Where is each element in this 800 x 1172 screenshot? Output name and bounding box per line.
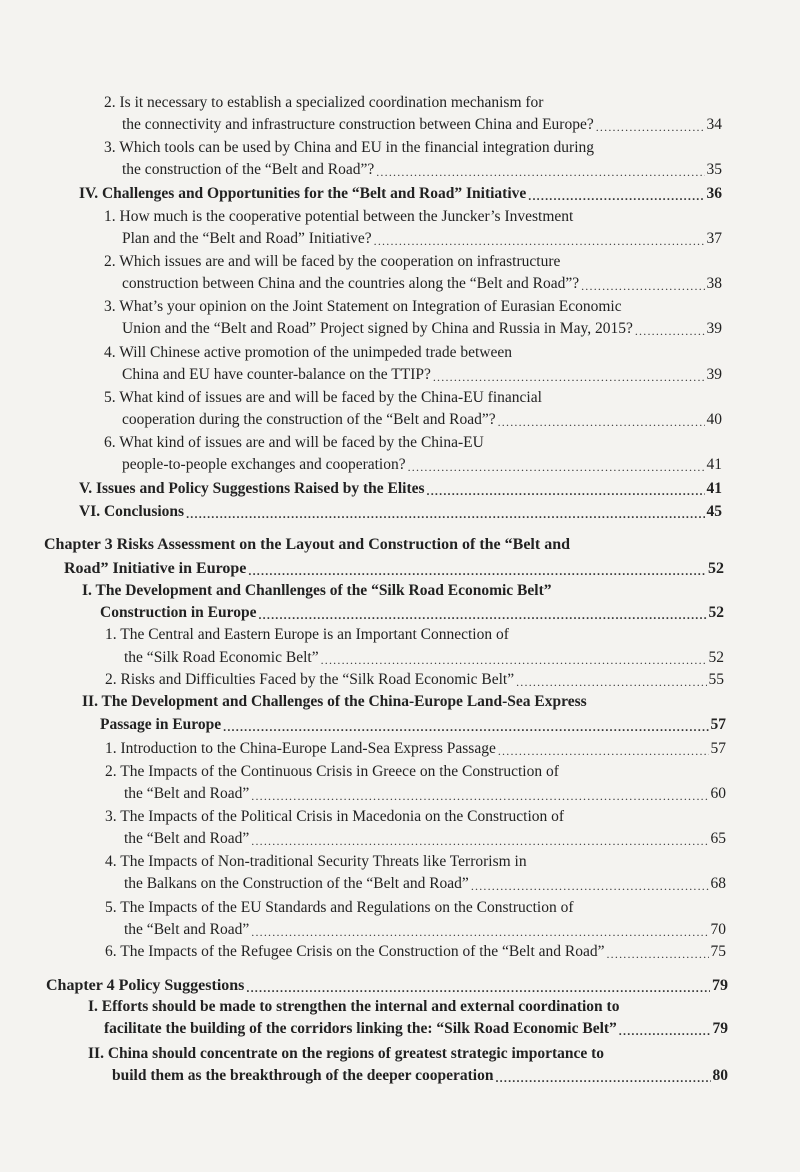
toc-chapter[interactable]: [46, 978, 730, 994]
dot-leader: [619, 1025, 711, 1037]
toc-entry: [105, 900, 574, 916]
toc-entry-text: cooperation during the construction of the “Belt and Road”?: [122, 411, 496, 428]
dot-leader: [251, 835, 708, 847]
dot-leader: [223, 721, 708, 733]
dot-leader: [251, 926, 708, 938]
page-number: 41: [706, 480, 722, 497]
dot-leader: [374, 235, 705, 247]
page-number: 57: [710, 716, 726, 733]
dot-leader: [376, 166, 704, 178]
toc-entry-text: 1. How much is the cooperative potential between the Juncker’s Investment: [104, 208, 574, 225]
toc-entry-text: China and EU have counter-balance on the TTIP?: [122, 366, 431, 383]
toc-entry: [105, 854, 527, 870]
toc-entry-text: 2. Risks and Difficulties Faced by the “Silk Road Economic Belt”: [105, 671, 515, 688]
dot-leader: [251, 790, 708, 802]
page-number: 75: [710, 943, 726, 960]
page-number: 37: [706, 230, 722, 247]
dot-leader: [581, 280, 704, 292]
page-number: 35: [706, 161, 722, 178]
dot-leader: [498, 416, 705, 428]
dot-leader: [427, 485, 705, 497]
toc-entry: [104, 345, 512, 361]
page-number: 36: [706, 185, 722, 202]
dot-leader: [186, 508, 704, 520]
page-number: 39: [706, 320, 722, 337]
dot-leader: [606, 948, 708, 960]
toc-section[interactable]: [112, 1068, 730, 1084]
dot-leader: [471, 880, 709, 892]
toc-section: [88, 1046, 604, 1062]
toc-entry-text: II. The Development and Challenges of the China-Europe Land-Sea Express: [82, 693, 587, 710]
toc-entry: [104, 95, 543, 111]
page-number: 45: [706, 503, 722, 520]
page-number: 79: [712, 1020, 728, 1037]
toc-entry-text: Union and the “Belt and Road” Project signed by China and Russia in May, 2015?: [122, 320, 633, 337]
toc-entry[interactable]: [124, 786, 728, 802]
toc-section[interactable]: [79, 186, 724, 202]
page-number: 38: [706, 275, 722, 292]
page-number: 80: [712, 1067, 728, 1084]
page-number: 41: [706, 456, 722, 473]
toc-entry-text: 3. Which tools can be used by China and EU in the financial integration during: [104, 139, 594, 156]
toc-entry-text: construction between China and the countries along the “Belt and Road”?: [122, 275, 580, 292]
toc-section[interactable]: [100, 717, 728, 733]
toc-entry-text: Plan and the “Belt and Road” Initiative?: [122, 230, 372, 247]
toc-entry-text: 1. Introduction to the China-Europe Land-Sea Express Passage: [105, 740, 496, 757]
toc-entry-text: facilitate the building of the corridors linking the: “Silk Road Economic Belt”: [104, 1020, 617, 1037]
toc-entry-text: 5. The Impacts of the EU Standards and Regulations on the Construction of: [105, 899, 574, 916]
dot-leader: [321, 654, 707, 666]
dot-leader: [596, 121, 705, 133]
toc-entry[interactable]: [122, 412, 724, 428]
toc-entry-text: the “Belt and Road”: [124, 785, 250, 802]
toc-entry-text: II. China should concentrate on the regions of greatest strategic importance to: [88, 1045, 605, 1062]
dot-leader: [246, 982, 710, 994]
toc-entry[interactable]: [124, 876, 728, 892]
page-number: 60: [710, 785, 726, 802]
page-number: 39: [706, 366, 722, 383]
toc-entry-text: people-to-people exchanges and cooperation?: [122, 456, 406, 473]
toc-section: [82, 583, 551, 599]
toc-entry[interactable]: [122, 367, 724, 383]
toc-entry[interactable]: [122, 117, 724, 133]
dot-leader: [408, 461, 705, 473]
toc-entry[interactable]: [124, 650, 726, 666]
toc-entry: [104, 254, 560, 270]
page-number: 57: [710, 740, 726, 757]
toc-entry-text: 3. The Impacts of the Political Crisis in Macedonia on the Construction of: [105, 808, 565, 825]
toc-entry-text: the connectivity and infrastructure construction between China and Europe?: [122, 116, 594, 133]
toc-entry: [104, 140, 594, 156]
toc-section[interactable]: [79, 481, 724, 497]
toc-entry-text: build them as the breakthrough of the deeper cooperation: [112, 1067, 494, 1084]
toc-entry-text: IV. Challenges and Opportunities for the “Belt and Road” Initiative: [79, 185, 527, 202]
toc-entry-text: Construction in Europe: [100, 604, 257, 621]
toc-entry: [104, 435, 484, 451]
toc-entry-text: 2. Which issues are and will be faced by the cooperation on infrastructure: [104, 253, 561, 270]
toc-entry: [104, 299, 622, 315]
toc-entry[interactable]: [122, 321, 724, 337]
toc-entry[interactable]: [105, 944, 728, 960]
toc-entry[interactable]: [122, 231, 724, 247]
toc-entry-text: 4. Will Chinese active promotion of the unimpeded trade between: [104, 344, 513, 361]
toc-entry-text: V. Issues and Policy Suggestions Raised by the Elites: [79, 480, 425, 497]
toc-entry-text: 5. What kind of issues are and will be faced by the China-EU financial: [104, 389, 542, 406]
toc-section: [82, 694, 587, 710]
toc-entry-text: Passage in Europe: [100, 716, 222, 733]
toc-entry: [105, 627, 509, 643]
toc-entry[interactable]: [122, 276, 724, 292]
toc-entry-text: 2. The Impacts of the Continuous Crisis in Greece on the Construction of: [105, 763, 559, 780]
dot-leader: [635, 325, 705, 337]
toc-entry-text: VI. Conclusions: [79, 503, 185, 520]
dot-leader: [498, 745, 709, 757]
toc-chapter: [44, 537, 570, 553]
toc-entry: [104, 209, 573, 225]
page-number: 52: [708, 604, 724, 621]
dot-leader: [495, 1072, 710, 1084]
toc-entry-text: I. Efforts should be made to strengthen the internal and external coordination to: [88, 998, 620, 1015]
page-number: 68: [710, 875, 726, 892]
toc-entry-text: 3. What’s your opinion on the Joint Statement on Integration of Eurasian Economic: [104, 298, 622, 315]
toc-entry-text: Chapter 3 Risks Assessment on the Layout and Construction of the “Belt and: [44, 536, 570, 553]
toc-entry-text: the Balkans on the Construction of the “Belt and Road”: [124, 875, 469, 892]
dot-leader: [258, 609, 706, 621]
page-number: 52: [708, 560, 724, 577]
toc-entry: [105, 809, 564, 825]
toc-entry-text: the “Silk Road Economic Belt”: [124, 649, 319, 666]
toc-entry-text: Road” Initiative in Europe: [64, 560, 247, 577]
toc-entry[interactable]: [124, 831, 728, 847]
toc-entry-text: the “Belt and Road”: [124, 921, 250, 938]
toc-entry[interactable]: [122, 457, 724, 473]
toc-entry-text: the “Belt and Road”: [124, 830, 250, 847]
dot-leader: [248, 565, 706, 577]
page-number: 34: [706, 116, 722, 133]
toc-entry[interactable]: [122, 162, 724, 178]
toc-section[interactable]: [104, 1021, 730, 1037]
toc-entry-text: 6. What kind of issues are and will be faced by the China-EU: [104, 434, 484, 451]
toc-entry: [105, 764, 559, 780]
page-number: 52: [708, 649, 724, 666]
toc-chapter[interactable]: [64, 561, 726, 577]
dot-leader: [433, 371, 705, 383]
toc-section[interactable]: [100, 605, 726, 621]
page-number: 65: [710, 830, 726, 847]
toc-entry[interactable]: [105, 672, 726, 688]
dot-leader: [516, 676, 706, 688]
toc-section[interactable]: [79, 504, 724, 520]
toc-entry-text: 4. The Impacts of Non-traditional Security Threats like Terrorism in: [105, 853, 527, 870]
toc-entry[interactable]: [124, 922, 728, 938]
toc-entry-text: 6. The Impacts of the Refugee Crisis on the Construction of the “Belt and Road”: [105, 943, 605, 960]
toc-entry-text: I. The Development and Chanllenges of the “Silk Road Economic Belt”: [82, 582, 552, 599]
toc-section: [88, 999, 619, 1015]
toc-entry: [104, 390, 542, 406]
page-number: 40: [706, 411, 722, 428]
page-number: 55: [708, 671, 724, 688]
dot-leader: [528, 190, 704, 202]
toc-entry-text: the construction of the “Belt and Road”?: [122, 161, 375, 178]
toc-entry-text: 2. Is it necessary to establish a specialized coordination mechanism for: [104, 94, 544, 111]
page-number: 79: [712, 977, 728, 994]
toc-entry[interactable]: [105, 741, 728, 757]
page-number: 70: [710, 921, 726, 938]
toc-entry-text: 1. The Central and Eastern Europe is an Important Connection of: [105, 626, 509, 643]
toc-entry-text: Chapter 4 Policy Suggestions: [46, 977, 245, 994]
